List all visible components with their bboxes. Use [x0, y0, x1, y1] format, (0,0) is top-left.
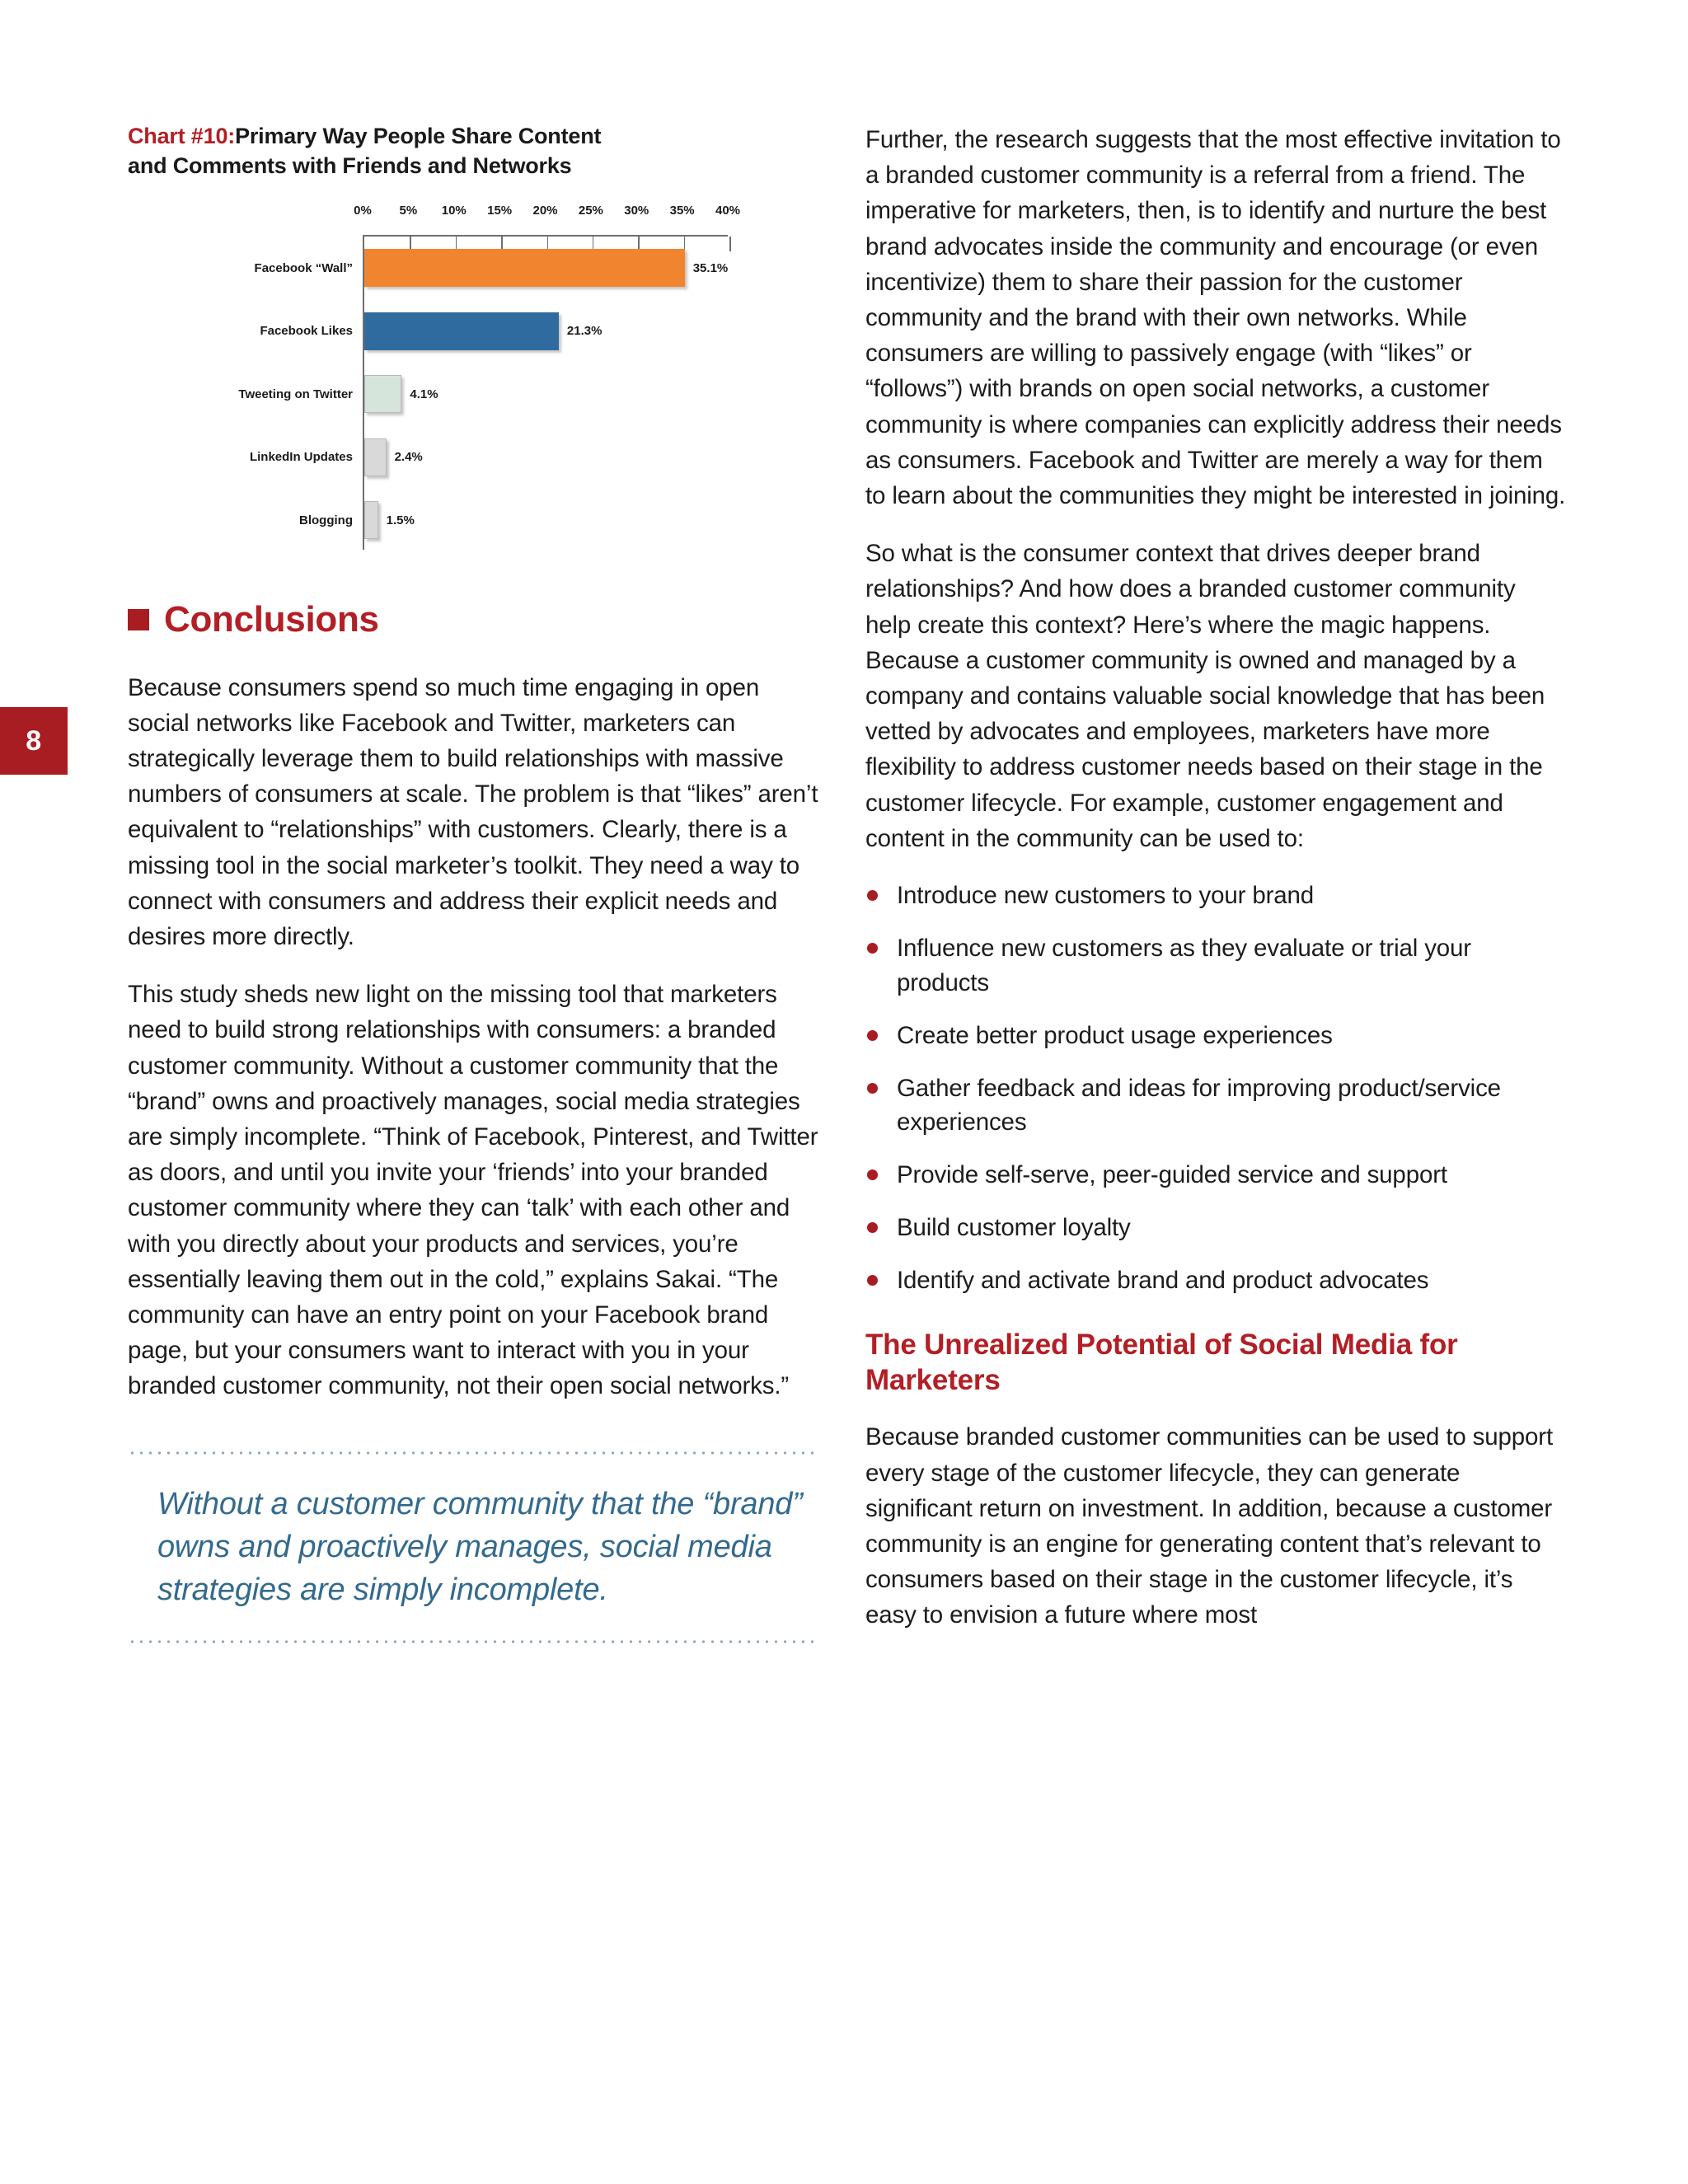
paragraph: Further, the research suggests that the most effective invitation to a branded customer community is a referral from a friend. The imperative for marketers, then, is to identify and nurture the best brand advocates inside the community and encourage (or even incentivize) them to share their passion for the customer community and the brand with their own networks. While consumers are willing to passively engage (with “likes” or “follows”) with brands on open social networks, a customer community is where companies can explicitly address their needs as consumers. Facebook and Twitter are merely a way for them to learn about the communities they might be interested in joining. [865, 126, 1566, 510]
page-number: 8 [26, 724, 42, 757]
chart-category-label: LinkedIn Updates [249, 450, 353, 465]
right-column [865, 122, 1566, 1633]
chart-category-label: Facebook “Wall” [254, 260, 353, 275]
x-axis-tick-label: 10% [441, 204, 467, 218]
list-item-label: Identify and activate brand and product advocates [897, 1267, 1429, 1295]
list-item [865, 1263, 1566, 1298]
list-item [865, 879, 1566, 913]
pullquote-divider-bottom [128, 1640, 820, 1643]
square-bullet-icon [128, 609, 149, 630]
chart-caption-title-line1: Primary Way People Share Content [235, 124, 602, 148]
bar-chart [128, 204, 820, 558]
list-item [865, 1019, 1566, 1053]
paragraph: This study sheds new light on the missing tool that marketers need to build strong relationships with consumers: a branded customer community. Without a customer community that the “brand” owns and proactively manages, social media strategies are simply incomplete. “Think of Facebook, Pinterest, and Twitter as doors, and until you invite your ‘friends’ into your branded customer community where they can ‘talk’ with each other and with you directly about your products and services, you’re essentially leaving them out in the cold,” explains Sakai. “The community can have an entry point on your Facebook brand page, but your consumers want to interact with you in your branded customer community, not their open social networks.” [128, 981, 818, 1400]
chart-category-label: Blogging [299, 513, 353, 527]
bullet-dot-icon [867, 1169, 878, 1180]
chart-bar-row [299, 501, 729, 539]
chart-category-label: Tweeting on Twitter [238, 387, 353, 401]
left-column [128, 122, 820, 1643]
list-item-label: Influence new customers as they evaluate or trial your products [897, 934, 1471, 996]
conclusions-heading-label: Conclusions [164, 599, 379, 640]
chart-bar [364, 375, 401, 413]
bullet-dot-icon [867, 943, 878, 954]
list-item-label: Build customer loyalty [897, 1214, 1131, 1242]
paragraph: So what is the consumer context that drives deeper brand relationships? And how does a branded customer community help create this context? Here’s where the magic happens. Because a customer community is owned and managed by a company and contains valuable social knowledge that has been vetted by advocates and employees, marketers have more flexibility to address customer needs based on their stage in the customer lifecycle. For example, customer engagement and content in the community can be used to: [865, 540, 1545, 852]
list-item-label: Provide self-serve, peer-guided service and support [897, 1161, 1447, 1189]
conclusions-heading [128, 599, 820, 640]
page-number-badge [0, 707, 68, 775]
list-item-label: Create better product usage experiences [897, 1021, 1333, 1049]
chart-bar-row [238, 375, 729, 413]
paragraph: Because branded customer communities can be used to support every stage of the customer lifecycle, they can generate significant return on investment. In addition, because a customer community is an engine for generating content that’s relevant to consumers based on their stage in the customer lifecycle, it’s easy to envision a future where most [865, 1423, 1554, 1629]
chart-bar [364, 249, 685, 287]
pullquote: Without a customer community that the “brand” owns and proactively manages, social media strategies are simply incomplete. [157, 1486, 803, 1608]
chart-bar-row [249, 438, 729, 476]
bullet-dot-icon [867, 1030, 878, 1041]
x-axis-tick-label: 0% [354, 204, 372, 218]
x-axis-tick-label: 25% [578, 204, 603, 218]
chart-plot-area [238, 235, 729, 550]
x-axis-tick-label: 5% [399, 204, 418, 218]
chart-bar-row [260, 312, 729, 350]
chart-category-label: Facebook Likes [260, 324, 353, 339]
chart-bar-row [254, 249, 729, 287]
chart-value-label: 1.5% [386, 513, 415, 527]
list-item [865, 1071, 1566, 1141]
chart-bar [364, 312, 559, 350]
chart-value-label: 35.1% [692, 260, 729, 275]
chart-caption-title-line2: and Comments with Friends and Networks [128, 152, 572, 178]
chart-bar [364, 501, 378, 539]
paragraph: Because consumers spend so much time engaging in open social networks like Facebook and Twitter, marketers can strategically leverage them to build relationships with massive numbers of consumers at scale. The problem is that “likes” aren’t equivalent to “relationships” with customers. Clearly, there is a missing tool in the social marketer’s toolkit. They need a way to connect with consumers and address their explicit needs and desires more directly. [128, 673, 818, 950]
x-axis-tick-label: 15% [487, 204, 513, 218]
chart-value-label: 4.1% [410, 387, 438, 401]
chart-value-label: 2.4% [394, 450, 423, 465]
chart-bar [364, 438, 387, 476]
list-item [865, 931, 1566, 1001]
list-item-label: Introduce new customers to your brand [897, 882, 1315, 910]
chart-x-axis-labels [128, 204, 820, 228]
list-item-label: Gather feedback and ideas for improving product/service experiences [897, 1074, 1501, 1137]
bullet-dot-icon [867, 1083, 878, 1094]
chart-bars [238, 237, 729, 551]
chart-caption [128, 122, 820, 180]
unrealized-potential-heading: The Unrealized Potential of Social Media for Marketers [865, 1328, 1458, 1396]
bullet-dot-icon [867, 890, 878, 901]
x-axis-tick-label: 20% [532, 204, 558, 218]
list-item [865, 1211, 1566, 1245]
bullet-dot-icon [867, 1275, 878, 1286]
x-axis-tick-label: 35% [669, 204, 695, 218]
list-item [865, 1158, 1566, 1193]
chart-caption-label: Chart #10: [128, 124, 236, 148]
bullet-dot-icon [867, 1222, 878, 1233]
benefits-list [865, 879, 1566, 1298]
x-axis-tick-label: 40% [715, 204, 741, 218]
x-axis-tick [729, 237, 731, 251]
chart-value-label: 21.3% [566, 324, 603, 339]
x-axis-tick-label: 30% [624, 204, 649, 218]
